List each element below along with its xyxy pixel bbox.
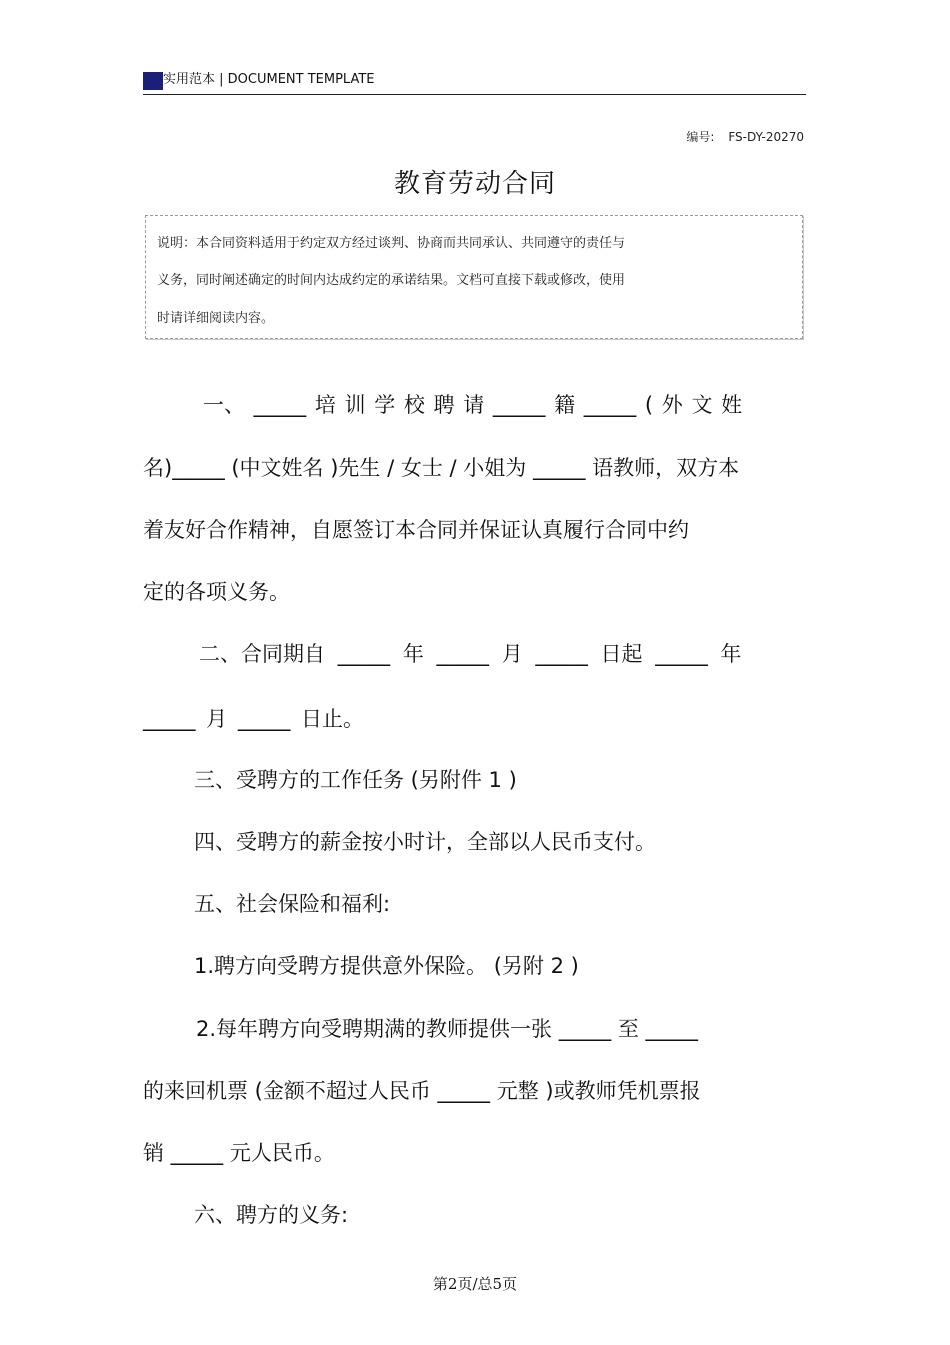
document-number-value: FS-DY-20270 (728, 130, 804, 144)
body-line: 六、聘方的义务: (194, 1203, 349, 1227)
document-number (686, 128, 804, 145)
body-line: 二、合同期自 _____ 年 _____ 月 _____ 日起 _____ 年 (199, 642, 742, 666)
document-title: 教育劳动合同 (393, 169, 556, 199)
body-line: 定的各项义务。 (143, 580, 290, 604)
header-logo-square (143, 72, 163, 90)
body-line: _____ 月 _____ 日止。 (143, 707, 365, 731)
body-line: 四、受聘方的薪金按小时计，全部以人民币支付。 (194, 830, 656, 854)
body-line: 名)_____ (中文姓名 )先生 / 女士 / 小姐为 _____ 语教师，双方本 (143, 456, 740, 480)
note-line: 义务，同时阐述确定的时间内达成约定的承诺结果。文档可直接下载或修改，使用 (157, 273, 626, 288)
body-line: 销 _____ 元人民币。 (143, 1141, 335, 1165)
body-line: 1.聘方向受聘方提供意外保险。 (另附 2 ) (194, 954, 579, 978)
body-line: 一、 _____ 培 训 学 校 聘 请 _____ 籍 _____ ( 外 文 姓 (203, 393, 743, 417)
page-header (143, 68, 806, 95)
body-line: 的来回机票 (金额不超过人民币 _____ 元整 )或教师凭机票报 (143, 1079, 701, 1103)
page-footer: 第2页/总5页 (432, 1275, 518, 1293)
header-label: 实用范本 | DOCUMENT TEMPLATE (163, 72, 375, 87)
document-number-label: 编号: (686, 130, 715, 144)
note-line: 时请详细阅读内容。 (157, 311, 275, 326)
body-line: 五、社会保险和福利: (194, 892, 391, 916)
body-line: 2.每年聘方向受聘期满的教师提供一张 _____ 至 _____ (196, 1017, 699, 1041)
note-line: 说明：本合同资料适用于约定双方经过谈判、协商而共同承认、共同遵守的责任与 (157, 236, 626, 251)
note-box (145, 215, 803, 339)
body-line: 三、受聘方的工作任务 (另附件 1 ) (194, 768, 517, 792)
body-line: 着友好合作精神，自愿签订本合同并保证认真履行合同中约 (143, 518, 689, 542)
